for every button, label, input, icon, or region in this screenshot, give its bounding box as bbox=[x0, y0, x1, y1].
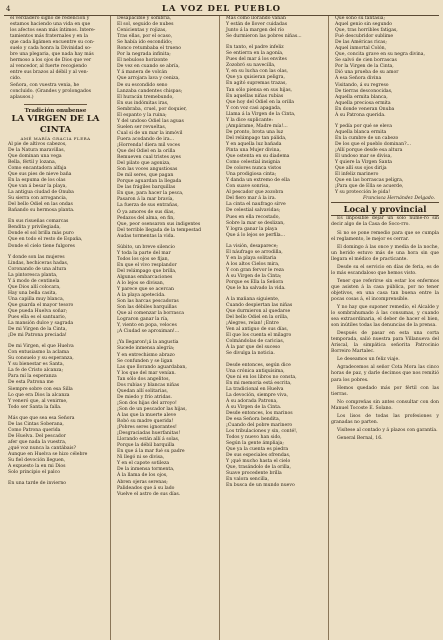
news-paragraph: Visítese al contado y á plazos con garantía. bbox=[337, 427, 438, 433]
text-line: Cenicientas y rojizas, bbox=[117, 28, 167, 34]
separator bbox=[24, 104, 87, 105]
text-line: cido. bbox=[10, 76, 22, 82]
text-line: ¡Horrenda! diera mil voces bbox=[117, 142, 180, 148]
poem-stanza bbox=[222, 16, 325, 40]
text-line: Del bello Odiel en la orilla, bbox=[226, 315, 289, 321]
text-line: Y á modo de centinela bbox=[8, 278, 60, 284]
text-line: A expuesto la en mi Dios bbox=[8, 464, 66, 470]
poem-stanza bbox=[331, 124, 439, 197]
text-line: Desde entonces, según dice bbox=[226, 362, 291, 368]
text-line: Cuando despiertan las niñas bbox=[226, 303, 293, 309]
text-line: En que, para hacer la pesca, bbox=[117, 191, 184, 197]
poem-stanza bbox=[113, 16, 216, 240]
text-line: Ó ya amores de sus días, bbox=[117, 209, 175, 215]
text-line: Ni llegó ni se divisa, bbox=[117, 455, 165, 461]
text-line: En agitó supremas trazas, bbox=[226, 81, 287, 87]
text-line: El náufrago se arrodilla, bbox=[226, 249, 283, 255]
poem-stanza bbox=[4, 255, 107, 340]
text-line: En mi memoria está escrita, bbox=[226, 380, 292, 386]
poem-stanza bbox=[331, 16, 439, 119]
text-line: ¡Pobres seres ignorantes! bbox=[117, 425, 177, 431]
text-line: Se divulga la noticia. bbox=[226, 351, 275, 357]
text-line: De miedo y frío atridas. bbox=[117, 394, 172, 400]
text-line: Y del undoso Odiel las aguas bbox=[117, 118, 184, 124]
poem-stanza bbox=[4, 344, 107, 411]
text-line: Según la gente ámpliaja; bbox=[226, 441, 284, 447]
text-line: La cinta el naufrago sírve bbox=[226, 202, 286, 208]
text-line: Algunas embarcaciones bbox=[117, 274, 173, 280]
text-line: Donde el sol brilla más puro bbox=[8, 231, 74, 237]
column-rule bbox=[328, 16, 329, 640]
text-line: Aquel genio sin segundo bbox=[335, 22, 393, 28]
text-line: Sucede inmensa alegría; bbox=[117, 346, 175, 352]
text-line: ¡Alegres, reían! ¡Entre bbox=[226, 321, 279, 327]
text-line: Que durmieron al quedarse bbox=[226, 309, 291, 315]
text-line: Al pescador que zozobra bbox=[226, 190, 284, 196]
text-line: Las que llorando aguardaban, bbox=[117, 364, 187, 370]
text-line: A las que la muerte aleve bbox=[117, 413, 177, 418]
column-3 bbox=[222, 16, 325, 640]
text-line: En una tarde de invierno bbox=[8, 481, 67, 487]
text-line: Y con voz casi apagada, bbox=[226, 105, 282, 111]
text-line: De pronto, brota una luz bbox=[226, 129, 284, 135]
text-line: ¡Son de un pescador las hijas, bbox=[117, 406, 187, 412]
text-line: Sobre la mar se deslizan, bbox=[226, 220, 285, 226]
text-line: Fué descubridor sublime bbox=[335, 34, 394, 40]
text-line: Vuelve el astro de sus días. bbox=[117, 491, 181, 497]
column-rule bbox=[219, 16, 220, 640]
text-line: Al pie de altivos cabezos, bbox=[8, 141, 67, 147]
text-line: Á su adorada Patrona, bbox=[226, 398, 278, 404]
text-line: Son las voces angustiosas bbox=[117, 167, 178, 173]
text-line: Aquella blanca ermita bbox=[335, 129, 387, 135]
text-line: ¡Para que de Ella se acuerde, bbox=[335, 184, 404, 190]
text-line: Á la par que del suceso bbox=[226, 345, 281, 351]
text-line: El espanto y la ruina; bbox=[117, 112, 167, 118]
news-paragraph: Después de pasar en esta una corta temporada, salió nuestra para Villanueva del Ariscal, la simpática señorita Patrocinio Borreiro Martalec. bbox=[331, 331, 439, 355]
text-line: Dos rubias y blancas niñas bbox=[117, 382, 180, 388]
text-line: estamos haciendo una vida en que bbox=[10, 22, 91, 28]
text-line: al vencedor, al fuerte recogiendo bbox=[10, 64, 87, 70]
poem-stanza bbox=[4, 416, 107, 476]
poem-stanza bbox=[113, 340, 216, 497]
text-line: Con entusiasmo la aclama bbox=[8, 350, 69, 356]
speech-conclusion bbox=[4, 16, 107, 101]
text-line: Que guarda el mayor tesoro bbox=[8, 302, 74, 308]
text-line: Á la llama de los ojos, bbox=[117, 473, 168, 479]
text-line: De las frágiles barquillas bbox=[117, 185, 176, 191]
text-line: Remueven cual tristes ayes bbox=[117, 155, 181, 161]
text-line: Coronando de una altura bbox=[8, 266, 67, 272]
text-line: Como encantadora alfaja bbox=[8, 165, 67, 171]
text-line: En sus indómitas iras, bbox=[117, 100, 169, 106]
text-line: Y están de llover cuidadas bbox=[226, 22, 288, 28]
text-line: Y parece que se acercan bbox=[117, 287, 174, 293]
text-line: aplausos.) bbox=[10, 94, 34, 100]
poem-signature: Francisca Hernández Delgado. bbox=[362, 196, 435, 202]
text-line: Todos y nuevo han sido, bbox=[226, 435, 282, 441]
text-line: Y toda la parte del mar bbox=[117, 250, 171, 256]
text-line: Donde el cielo tiene fulgores bbox=[8, 243, 75, 249]
text-line: Y su protección le pida! bbox=[335, 190, 391, 196]
text-line: Pasaron á la mar bravía, bbox=[117, 197, 174, 203]
text-line: Quedan allí solitarias, bbox=[117, 388, 169, 394]
text-line: Los tribulaciones y sin, conté!, bbox=[226, 429, 298, 435]
poem-stanza bbox=[222, 297, 325, 357]
text-line: Y su bienestar es Santa, bbox=[8, 362, 65, 368]
text-line: Del pilato que agoniza, bbox=[117, 161, 171, 167]
text-line: Y logra ganar la playa bbox=[226, 226, 278, 232]
text-line: El sol, seguido de nubes bbox=[117, 22, 174, 28]
text-line: Se confunden y se ligan bbox=[117, 358, 173, 364]
text-line: Porque aguardan la llegada bbox=[117, 179, 182, 185]
text-line: Aquel inmortal Colón, bbox=[335, 46, 387, 52]
text-line: Lo que era Dios la alcanza bbox=[8, 392, 70, 398]
text-line: Para mí la esperanza bbox=[8, 374, 57, 380]
text-line: De la inmensa tormenta, bbox=[117, 467, 175, 473]
text-line: concluido. (Grandes y prolongados bbox=[10, 88, 92, 94]
text-line: Y pedía por qué se eleva bbox=[335, 123, 392, 129]
text-line: Una capilla muy blanca, bbox=[8, 296, 65, 302]
text-line: Hay una bella casita, bbox=[8, 290, 57, 296]
text-line: Que del Odiel en la orilla bbox=[117, 149, 176, 155]
news-paragraph: Si no se pone remedio para que se cumpla el reglamento, le mejor es cerrar. bbox=[331, 230, 439, 242]
text-line: Fuera acodando de ira... bbox=[117, 136, 175, 142]
text-line: A la mañana siguiente, bbox=[226, 297, 280, 303]
text-line: ¡Allí porque desde esa altura bbox=[335, 147, 403, 153]
text-line: El huracán tremebundo, bbox=[117, 94, 174, 100]
text-line: suelo y cada honra la Divinidad so- bbox=[10, 46, 92, 52]
text-line: afer que nada la vuestra, bbox=[8, 439, 67, 445]
text-line: Que, tras horribles fatigas, bbox=[335, 28, 398, 34]
news-paragraph: Y no hay que suponer remedio, el Alcalde y lo sombrahumado á las consumas, y cuando sea extraordinaria, el deber de hacer el bien, son inútiles todas las denuncias de la prensa. bbox=[331, 305, 439, 329]
text-line: Que ya la cuenta es piedra bbox=[226, 447, 289, 453]
text-line: Y quiere la Virgen Santa bbox=[335, 160, 393, 166]
text-line: Pedazos del alma, en fin, bbox=[117, 215, 175, 221]
news-paragraph: El domingo á las once y media de la noche, un herido estuvo más de una hora sin que llegara el médico de practicante. bbox=[331, 244, 439, 262]
news-paragraph: Desde su el servicio en días de feria, es de lo más escandaloso que hemos visto. bbox=[331, 264, 439, 276]
text-line: Lindas, hechiceras hadas, bbox=[8, 260, 69, 266]
text-line: Y á manera de volcán bbox=[117, 70, 168, 76]
text-line: De Huelva. Del pescador bbox=[8, 433, 66, 439]
text-line: La fe de Cristo alcanza; bbox=[8, 368, 64, 374]
text-line: Como Patrona querida bbox=[8, 427, 61, 433]
text-line: ¡Cuando del pobre marinero bbox=[226, 423, 293, 428]
text-line: Y la dice suplicante: bbox=[226, 117, 273, 123]
text-line: La fuerza de sus entrañas, bbox=[117, 203, 179, 209]
text-line: La mansión dulce y sagrada bbox=[8, 321, 74, 327]
text-line: Señora, con vuestra venia, he bbox=[10, 82, 80, 88]
text-line: Á su Virgen de la Cinta; bbox=[226, 273, 282, 279]
news-paragraph: Los lisos de todas las profesiones y granadas no parten. bbox=[331, 413, 439, 425]
text-line: Que pueda Huelva soñar; bbox=[8, 308, 68, 314]
text-line: Zozobró su navecilla, bbox=[226, 63, 276, 69]
text-line: De celestial salvavidas; bbox=[226, 208, 281, 214]
text-line: La tradicional en Huelva bbox=[226, 386, 284, 392]
news-paragraph: Tener que referirse sin estar los enfermos que asisten á la casa pública, por no tener objetivos, en una casa tan buena entre la pocas cosas á, el incomprensible. bbox=[331, 278, 439, 302]
text-line: Del terrible llegada de la tempestad bbox=[117, 227, 202, 233]
text-line: Á su Patrona querida. bbox=[335, 112, 386, 118]
text-line: Lanzaba candentes chispas; bbox=[117, 88, 183, 94]
text-line: entre sus brazos al débil y al ven- bbox=[10, 70, 89, 76]
text-line: Desde entonces, los marinos bbox=[226, 410, 293, 416]
text-line: Llorando están allí á solas, bbox=[117, 437, 180, 443]
text-line: Que, trasándolo de la orilla, bbox=[226, 465, 291, 471]
text-line: tamientos más fraternales y en la bbox=[10, 34, 88, 40]
news-paragraph: Agradecemos al señor Cota Mora las cinco horas de paz, y darle decimos que nos remitió para los pobres. bbox=[331, 365, 439, 383]
text-line: Como celestial insignia bbox=[226, 160, 281, 166]
text-line: En la cumbre de un cabezo bbox=[335, 135, 399, 141]
text-line: En tanto, el padre infeliz bbox=[226, 45, 284, 51]
poem-title: LA VIRGEN DE LA CINTA bbox=[11, 113, 100, 135]
text-line: Con suave sonrisa, bbox=[226, 184, 270, 190]
text-line: Su sierra con arrogancia, bbox=[8, 196, 68, 202]
text-line: ¡De mi Patrona preciada! bbox=[8, 333, 67, 339]
text-line: Suave procedente brilla bbox=[226, 471, 282, 477]
text-line: Una prodigiosa cinta; bbox=[226, 172, 277, 178]
text-line: Aunque en Huelva se hizo célebre bbox=[8, 452, 88, 457]
text-line: Que, peor osensaron sus indigentes bbox=[117, 221, 201, 227]
text-line: Lograron ganar la ría, bbox=[117, 317, 169, 323]
text-line: Á esa Señora divina bbox=[335, 76, 382, 82]
text-line: Que ostenta en su diadema bbox=[226, 154, 290, 160]
text-line: Ven al antiguo de sus días, bbox=[226, 327, 289, 333]
text-line: La antigua ciudad de Onuba bbox=[8, 190, 74, 196]
text-line: Y danda un extremo de ella bbox=[226, 178, 290, 184]
text-line: Y en el capote sotileza bbox=[117, 461, 170, 467]
text-line: La pintoresca planta, bbox=[8, 272, 58, 278]
text-line: En que el vivo resplandor bbox=[117, 262, 177, 268]
text-line: ¡Ampárame, Madre mía!... bbox=[226, 123, 288, 129]
text-line: Del fiero mar á la ira. bbox=[226, 196, 277, 202]
text-line: Que sus pies de nieve baña bbox=[8, 171, 72, 177]
text-line: Del relámpago que brilla, bbox=[117, 268, 177, 274]
text-line: De sus especiales ofrendas, bbox=[226, 453, 291, 459]
text-line: Por la Virgen de la Cinta, bbox=[335, 64, 394, 70]
text-line: Que le ha salvado la vida. bbox=[226, 286, 286, 292]
text-line: En aquellas niñas rubias bbox=[226, 93, 284, 99]
text-line: Y donde son las mujeres bbox=[8, 254, 65, 260]
text-line: el verdadero signo de redención y bbox=[10, 16, 90, 21]
text-line: En valora sencilla, bbox=[226, 477, 269, 483]
text-line: La visión, desaparece; bbox=[226, 243, 278, 249]
text-line: Que ni en los libros no consta, bbox=[226, 374, 297, 380]
text-line: Palideados que á su lado bbox=[117, 485, 175, 491]
text-line: Suelen ser revueltas, bbox=[117, 124, 167, 130]
text-line: Todo ser Santa la falla. bbox=[8, 404, 62, 410]
poem-stanza bbox=[222, 45, 325, 239]
text-line: Que dominan una vega bbox=[8, 153, 62, 159]
text-line: Visitando, á su regreso bbox=[335, 82, 389, 88]
text-line: Pues en ella recostado, bbox=[226, 214, 280, 220]
text-line: Por la negrada infinita; bbox=[117, 52, 171, 58]
text-line: En donde veneran Onuba bbox=[335, 106, 395, 112]
text-line: Pinta una Mujer divina, bbox=[226, 147, 281, 153]
text-line: De colores nunca vistos bbox=[226, 166, 282, 172]
section-title: Local y provincial bbox=[331, 202, 439, 216]
text-line: Son las barcas pescadoras bbox=[117, 299, 179, 305]
text-line: Son las débiles barquillas bbox=[117, 305, 177, 311]
text-line: Y en la playa solitaria bbox=[226, 255, 277, 261]
text-line: En la espuma de los olas bbox=[8, 178, 66, 184]
text-line: Que, concita grave en su negra divina, bbox=[335, 52, 425, 58]
text-line: ¡Desgraciadas huerfanitas! bbox=[117, 431, 181, 437]
text-line: Que al comenzar la borrasca bbox=[117, 311, 184, 317]
text-line: Junto á la margen del río bbox=[226, 28, 285, 34]
text-line: Y en aquella luz bañada bbox=[226, 141, 282, 147]
text-line: bre una plegaria, que nada hay más bbox=[10, 52, 94, 58]
news-paragraph: Le deseamos un feliz viaje. bbox=[337, 357, 400, 363]
news-items bbox=[331, 216, 439, 442]
text-line: Del relámpago tan pálida, bbox=[226, 135, 287, 141]
text-line: De las Américas ricas; bbox=[335, 40, 387, 46]
text-line: A los altos Cielos mira, bbox=[226, 261, 280, 267]
text-line: Y los que del mar venían. bbox=[117, 370, 176, 376]
text-line: Pues del mar á los envites bbox=[226, 57, 287, 63]
text-line: Pues ella es el santuario, bbox=[8, 315, 67, 321]
text-line: Desapacible y sombría, bbox=[117, 16, 172, 21]
text-line: El undoso mar se divisa, bbox=[335, 154, 392, 160]
text-line: Y en entrechismo abrazo bbox=[117, 352, 175, 358]
news-paragraph: No compreñas sin antes consultar con don Manuel Tocoste E. Solano. bbox=[331, 399, 439, 411]
text-line: Que hoy del Odiel en la orilla bbox=[226, 99, 295, 105]
text-line: Y, viento en popa, veloces bbox=[117, 323, 177, 329]
column-rule bbox=[110, 16, 111, 640]
text-line: Ronco retumbaba el trueno bbox=[117, 46, 181, 52]
text-line: Que ya quisieran peligra, bbox=[226, 75, 285, 81]
news-paragraph: Es imposible dejar un sólo núme-ro sin decir algo de la Casa de Soco-rro. bbox=[331, 216, 439, 228]
text-line: A la playa apetecida. bbox=[117, 293, 166, 299]
masthead bbox=[4, 3, 439, 16]
text-line: Se salvó de cien borrascas bbox=[335, 58, 397, 64]
text-line: Se entierra en la agonía, bbox=[226, 51, 284, 57]
newspaper-title: LA VOZ DEL PUEBLO bbox=[161, 4, 282, 14]
poem-stanza bbox=[4, 481, 107, 487]
poem-stanza bbox=[222, 244, 325, 292]
news-paragraph: Hemos quedado más por fértil con las tierras. bbox=[331, 385, 439, 397]
text-line: Una crónica antiquísima, bbox=[226, 368, 285, 374]
text-line: ¡A Ciudad se aproximan!... bbox=[117, 329, 180, 335]
text-line: Y, en su lucha con las olas, bbox=[226, 69, 289, 75]
text-line: Que en todo el resto de España, bbox=[8, 237, 83, 243]
text-line: Colmándolas de caricias, bbox=[226, 339, 285, 345]
poem-stanza bbox=[113, 245, 216, 336]
text-line: Se durmieron las pobres niñas... bbox=[226, 34, 302, 40]
text-line: De mi Virgen de la Cinta, bbox=[8, 327, 67, 333]
text-line: los afectos sean más íntimos. Intere- bbox=[10, 28, 96, 34]
text-line: En sus risueñas comarcas bbox=[8, 219, 69, 225]
text-line: El infeliz marinero bbox=[335, 172, 379, 178]
text-line: En busca de un mundo nuevo bbox=[226, 483, 295, 489]
text-line: Llama á la Virgen de la Cinta, bbox=[226, 111, 296, 117]
text-line: De mi Virgen, el que Huelva bbox=[8, 344, 74, 350]
text-line: Aquella preciosa ermita bbox=[335, 100, 391, 106]
text-line: Cual si de un mar la inmóvil bbox=[117, 130, 183, 136]
column-1 bbox=[4, 16, 107, 640]
text-line: Que en las borrascas peligra, bbox=[335, 178, 404, 184]
text-line: Bañando su hermosa planta. bbox=[8, 208, 75, 214]
text-line: Su consuelo y su esperanza, bbox=[8, 356, 74, 362]
text-line: Tras ellas, por el ocaso, bbox=[117, 34, 173, 40]
text-line: Tan sólo dos angelitos, bbox=[117, 376, 170, 382]
text-line: Que allí sus ojos dirija bbox=[335, 166, 387, 172]
news-paragraph: General Bernal, 16. bbox=[337, 435, 383, 441]
text-line: Y veneró que, al venirme, bbox=[8, 398, 68, 404]
text-line: Porque es Ella la Señora bbox=[226, 279, 284, 285]
text-line: Abren ojeras serenas; bbox=[117, 479, 168, 485]
text-line: ¡Ya llegaron!¡á la angustia bbox=[117, 340, 179, 346]
text-line: ¡Son dos hijas del arroyo! bbox=[117, 400, 177, 406]
byline: AMÉ MARÍA GRACIA FLERA bbox=[20, 135, 91, 141]
text-line: Que á lo lejos se perfila... bbox=[226, 232, 286, 238]
text-line: Solo principio el palco bbox=[8, 470, 60, 476]
text-line: Su fiel devoción lleguen, bbox=[8, 458, 66, 464]
text-line: El que los cuenta el milagro bbox=[226, 333, 292, 339]
text-line: ¿qué voz nunca la cantábais? bbox=[8, 445, 76, 451]
text-line: Siempre sobre con esa Silla bbox=[8, 386, 73, 392]
text-line: hermoso a los ojos de Dios que ver bbox=[10, 58, 92, 64]
text-line: El nebuloso horizonte bbox=[117, 58, 168, 64]
text-line: Súbito, un breve silencio bbox=[117, 244, 175, 250]
text-line: Robó su madre querida! bbox=[117, 419, 174, 425]
columns bbox=[4, 16, 439, 640]
poem-stanza bbox=[4, 142, 107, 215]
text-line: Todos los ojos se fijan, bbox=[117, 256, 170, 262]
text-line: De tierras desconocidas, bbox=[335, 88, 393, 94]
text-line: A lo lejos se divisan, bbox=[117, 281, 165, 287]
text-line: Bendita y privilegiada, bbox=[8, 225, 61, 231]
text-line: La devoción, siempre viva, bbox=[226, 392, 289, 398]
text-line: Del bello Odiel en las ondas bbox=[8, 202, 73, 208]
poem-stanza bbox=[4, 219, 107, 249]
text-line: Porque la débil barquilla bbox=[117, 443, 175, 449]
text-line: De esa Señora bendita, bbox=[226, 416, 281, 422]
text-line: Sembraba, cruel, por doquier, bbox=[117, 106, 187, 112]
text-line: Que van á besar la playa, bbox=[8, 184, 67, 190]
text-line: De las Cintas Soberana, bbox=[8, 421, 64, 427]
page-number: 4 bbox=[6, 5, 11, 13]
column-2 bbox=[113, 16, 216, 640]
text-line: Tan sólo piensa en sus hijas, bbox=[226, 87, 293, 93]
text-line: Bella, fértil y lozana, bbox=[8, 159, 57, 165]
text-line: Aquella ermita blanca, bbox=[335, 94, 388, 100]
section-label: Tradición onubense bbox=[24, 107, 87, 114]
text-line: De su escondido seno bbox=[117, 82, 168, 88]
text-line: Más que que sea esa Señora bbox=[8, 415, 75, 421]
text-line: Dió una prueba de su amor bbox=[335, 70, 399, 76]
text-line: que cada ligámen encuentre su con- bbox=[10, 40, 95, 46]
text-line: De esta Patrona me bbox=[8, 380, 54, 386]
text-line: En que á la mar fué su padre bbox=[117, 449, 185, 455]
text-line: Y con gran fervor le reza bbox=[226, 267, 284, 273]
text-line: Audas tormentas la vida. bbox=[117, 233, 175, 239]
text-line: De mil seres, que pagan bbox=[117, 173, 174, 179]
text-line: De los que el pueblo dominan?... bbox=[335, 141, 411, 147]
text-line: Que Dios allí colocara, bbox=[8, 284, 61, 290]
text-line: Se había ido escondido; bbox=[117, 40, 173, 46]
text-line: De la Natura maravillas, bbox=[8, 147, 66, 153]
text-line: Mas como llorando vanan bbox=[226, 16, 286, 21]
text-line: De vez en cuando se abría, bbox=[117, 64, 180, 70]
text-line: Que soñó su fantasía; bbox=[335, 16, 386, 21]
text-line: Que arrojara lava y ceniza, bbox=[117, 76, 180, 82]
text-line: Á su Virgen de la Cinta. bbox=[226, 404, 282, 410]
poem-stanza bbox=[222, 363, 325, 490]
text-line: Y ¡qué mucho hasta el cielo bbox=[226, 459, 291, 465]
column-4 bbox=[331, 16, 439, 640]
